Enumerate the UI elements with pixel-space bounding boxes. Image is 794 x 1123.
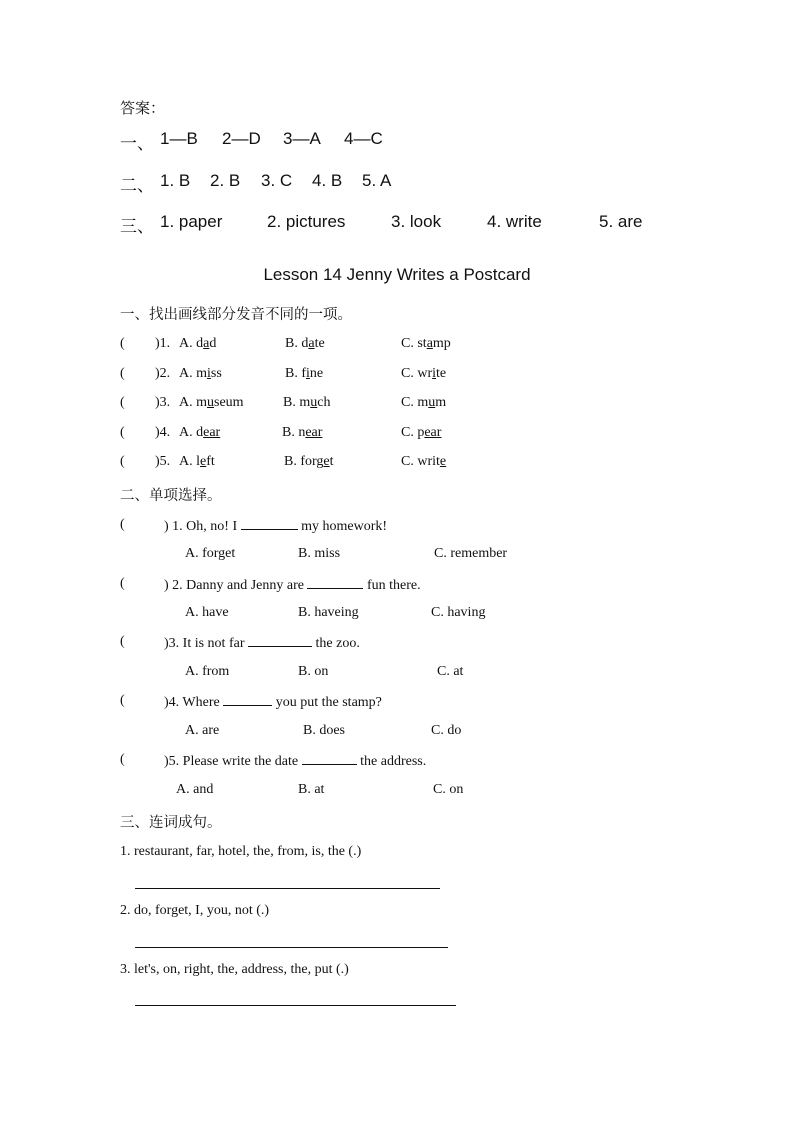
fill-blank[interactable] bbox=[302, 752, 357, 765]
answer-item: 1—B bbox=[160, 129, 198, 148]
answer-blank[interactable] bbox=[141, 395, 155, 411]
option-a: A. dad bbox=[179, 336, 217, 351]
underlined-part: i bbox=[306, 366, 310, 381]
underlined-part: ear bbox=[203, 425, 221, 440]
answer-blank[interactable] bbox=[141, 752, 161, 768]
option-c: C. stamp bbox=[401, 336, 451, 351]
answer-item: 3—A bbox=[283, 129, 321, 148]
choice-option: B. at bbox=[298, 782, 325, 797]
option-a: A. dear bbox=[179, 425, 221, 440]
option-b: B. fine bbox=[285, 366, 324, 381]
sentence-prompt-3: 3. let's, on, right, the, address, the, put (.) bbox=[120, 962, 349, 977]
answer-blank[interactable] bbox=[141, 634, 161, 650]
choice-option: C. on bbox=[433, 782, 464, 797]
choice-option: B. miss bbox=[298, 546, 341, 561]
question-stem: ) 2. Danny and Jenny are fun there. bbox=[164, 578, 421, 593]
option-b: B. much bbox=[283, 395, 331, 410]
answer-blank[interactable] bbox=[141, 693, 161, 709]
question-stem: ) 1. Oh, no! I my homework! bbox=[164, 519, 388, 534]
option-a: A. miss bbox=[179, 366, 222, 381]
answer-blank[interactable] bbox=[141, 336, 155, 352]
question-stem: )4. Where you put the stamp? bbox=[164, 695, 382, 710]
answer-row-3-prefix: 三、 bbox=[120, 217, 154, 236]
answers-heading: 答案： bbox=[120, 100, 166, 117]
choice-option: B. haveing bbox=[298, 605, 359, 620]
section-1-heading: 一、找出画线部分发音不同的一项。 bbox=[120, 307, 352, 323]
option-c: C. write bbox=[401, 454, 447, 469]
question-stem: )5. Please write the date the address. bbox=[164, 754, 427, 769]
underlined-part: u bbox=[428, 395, 436, 410]
answer-item: 2. pictures bbox=[267, 212, 346, 231]
answer-item: 3. look bbox=[391, 212, 442, 231]
answer-item: 2. B bbox=[210, 171, 241, 190]
choice-option: B. does bbox=[303, 723, 345, 738]
question-stem: )3. It is not far the zoo. bbox=[164, 636, 360, 651]
option-a: A. left bbox=[179, 454, 215, 469]
answer-paren-open: ( bbox=[120, 752, 125, 767]
underlined-part: e bbox=[200, 454, 207, 469]
answer-paren-open: ( bbox=[120, 693, 125, 708]
choice-option: A. forget bbox=[185, 546, 236, 561]
question-number: )1. bbox=[155, 336, 171, 351]
answer-paren-open: ( bbox=[120, 425, 125, 440]
answer-item: 4—C bbox=[344, 129, 383, 148]
question-number: )5. bbox=[155, 454, 171, 469]
answer-blank[interactable] bbox=[141, 366, 155, 382]
answer-paren-open: ( bbox=[120, 517, 125, 532]
answer-row-1-prefix: 一、 bbox=[120, 134, 154, 153]
underlined-part: i bbox=[432, 366, 437, 381]
answer-blank[interactable] bbox=[141, 454, 155, 470]
option-c: C. write bbox=[401, 366, 447, 381]
answer-paren-open: ( bbox=[120, 454, 125, 469]
underlined-part: a bbox=[426, 336, 433, 351]
fill-blank[interactable] bbox=[223, 693, 272, 706]
underlined-part: u bbox=[207, 395, 214, 410]
answer-line-1[interactable] bbox=[135, 888, 440, 889]
answer-item: 4. B bbox=[312, 171, 343, 190]
sentence-prompt-2: 2. do, forget, I, you, not (.) bbox=[120, 903, 270, 918]
choice-option: A. have bbox=[185, 605, 229, 620]
underlined-part: u bbox=[310, 395, 318, 410]
choice-option: C. remember bbox=[434, 546, 508, 561]
answer-line-2[interactable] bbox=[135, 947, 448, 948]
option-c: C. pear bbox=[401, 425, 442, 440]
option-a: A. museum bbox=[179, 395, 244, 410]
answer-item: 5. are bbox=[599, 212, 643, 231]
fill-blank[interactable] bbox=[307, 576, 363, 589]
answer-paren-open: ( bbox=[120, 395, 125, 410]
underlined-part: ear bbox=[424, 425, 442, 440]
option-c: C. mum bbox=[401, 395, 447, 410]
lesson-title: Lesson 14 Jenny Writes a Postcard bbox=[263, 265, 531, 284]
underlined-part: a bbox=[203, 336, 210, 351]
option-b: B. date bbox=[285, 336, 325, 351]
choice-option: A. and bbox=[176, 782, 214, 797]
underlined-part: e bbox=[439, 454, 447, 469]
choice-option: A. are bbox=[185, 723, 220, 738]
answer-blank[interactable] bbox=[141, 425, 155, 441]
choice-option: C. at bbox=[437, 664, 464, 679]
answer-item: 2—D bbox=[222, 129, 261, 148]
underlined-part: i bbox=[207, 366, 211, 381]
answer-line-3[interactable] bbox=[135, 1005, 456, 1006]
section-3-heading: 三、连词成句。 bbox=[120, 815, 222, 831]
fill-blank[interactable] bbox=[241, 517, 298, 530]
answer-item: 4. write bbox=[487, 212, 542, 231]
answer-item: 3. C bbox=[261, 171, 293, 190]
underlined-part: e bbox=[323, 454, 330, 469]
answer-item: 5. A bbox=[362, 171, 392, 190]
answer-paren-open: ( bbox=[120, 576, 125, 591]
answer-blank[interactable] bbox=[141, 517, 161, 533]
choice-option: A. from bbox=[185, 664, 230, 679]
choice-option: B. on bbox=[298, 664, 329, 679]
section-2-heading: 二、单项选择。 bbox=[120, 488, 222, 504]
question-number: )4. bbox=[155, 425, 171, 440]
answer-blank[interactable] bbox=[141, 576, 161, 592]
question-number: )3. bbox=[155, 395, 171, 410]
underlined-part: a bbox=[308, 336, 315, 351]
choice-option: C. do bbox=[431, 723, 462, 738]
answer-item: 1. paper bbox=[160, 212, 223, 231]
option-b: B. near bbox=[282, 425, 323, 440]
question-number: )2. bbox=[155, 366, 171, 381]
answer-row-2-prefix: 二、 bbox=[120, 176, 154, 195]
sentence-prompt-1: 1. restaurant, far, hotel, the, from, is, the (.) bbox=[120, 844, 362, 859]
underlined-part: ear bbox=[305, 425, 323, 440]
answer-paren-open: ( bbox=[120, 366, 125, 381]
option-b: B. forget bbox=[284, 454, 334, 469]
choice-option: C. having bbox=[431, 605, 486, 620]
answer-item: 1. B bbox=[160, 171, 191, 190]
fill-blank[interactable] bbox=[248, 634, 312, 647]
answer-paren-open: ( bbox=[120, 634, 125, 649]
answer-paren-open: ( bbox=[120, 336, 125, 351]
